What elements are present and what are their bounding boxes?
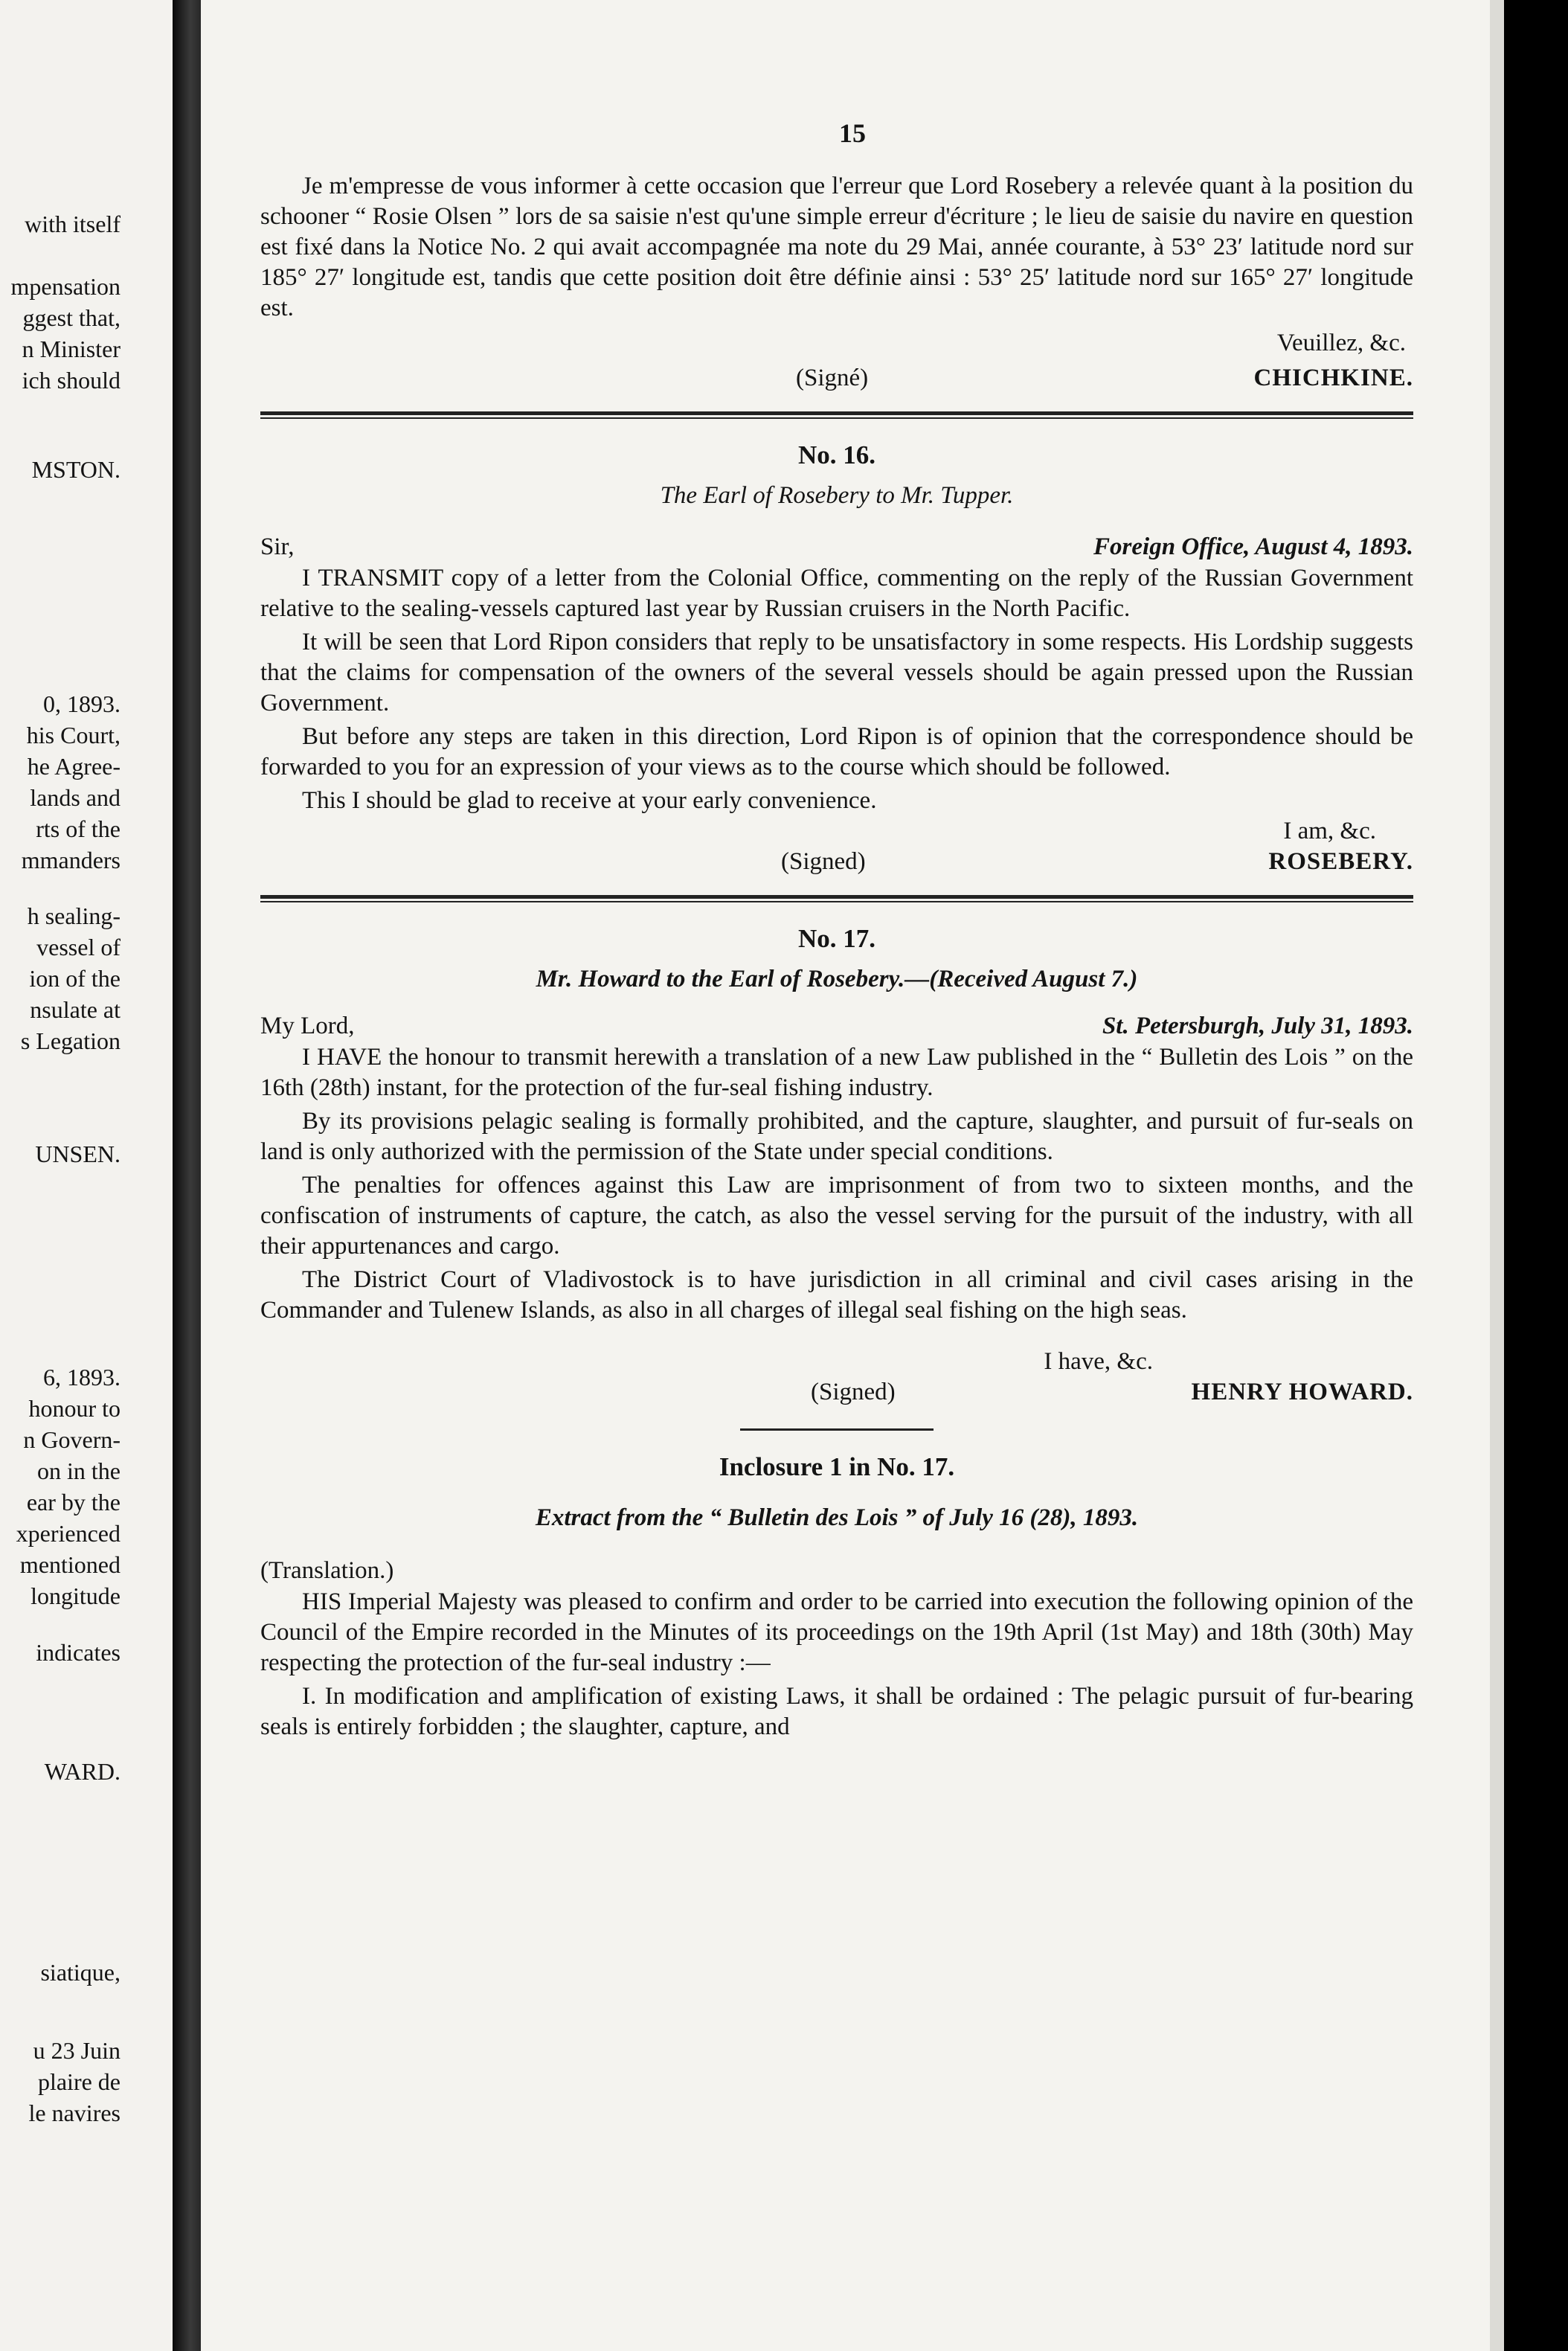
facing-page-fragment bbox=[0, 0, 173, 2351]
facing-page-line: on in the bbox=[37, 1457, 121, 1484]
inclosure-paragraph: I. In modification and amplification of existing Laws, it shall be ordained : The pelagic pursuit of fur-bearing seals is entirely forbidden ; the slaughter, capture, and bbox=[260, 1683, 1413, 1740]
inclosure-subheading: Extract from the “ Bulletin des Lois ” of July 16 (28), 1893. bbox=[535, 1504, 1139, 1531]
facing-page-line: ggest that, bbox=[22, 304, 121, 331]
no16-paragraph: I TRANSMIT copy of a letter from the Colonial Office, commenting on the reply of the Russian Government relative to the sealing-vessels captured last year by Russian cruisers in the North Pacific. bbox=[260, 565, 1413, 622]
no16-paragraph: This I should be glad to receive at your early convenience. bbox=[302, 787, 877, 814]
facing-page-line: mentioned bbox=[19, 1551, 121, 1578]
facing-page-line: ion of the bbox=[29, 965, 121, 992]
facing-page-line: vessel of bbox=[36, 934, 121, 960]
no17-paragraph: The penalties for offences against this Law are imprisonment of from two to sixteen months, and the confiscation of instruments of capture, the catch, as also the vessel serving for the pursuit of the industry, with all their appurtenances and cargo. bbox=[260, 1172, 1413, 1260]
facing-page-line: siatique, bbox=[40, 1959, 121, 1986]
section-divider bbox=[260, 895, 1413, 902]
facing-page-line: UNSEN. bbox=[35, 1141, 121, 1167]
no16-signed-label: (Signed) bbox=[781, 848, 866, 875]
facing-page-line: WARD. bbox=[44, 1758, 121, 1785]
no17-paragraph: The District Court of Vladivostock is to have jurisdiction in all criminal and civil cases arising in the Commander and Tulenew Islands, as also in all charges of illegal seal fishing on the high seas. bbox=[260, 1266, 1413, 1324]
no16-heading: No. 16. bbox=[797, 440, 876, 469]
facing-page-line: ich should bbox=[22, 367, 121, 394]
no16-place-date: Foreign Office, August 4, 1893. bbox=[1093, 533, 1413, 560]
facing-page-line: 6, 1893. bbox=[43, 1364, 121, 1391]
no16-subheading: The Earl of Rosebery to Mr. Tupper. bbox=[660, 482, 1014, 509]
no16-paragraph: But before any steps are taken in this direction, Lord Ripon is of opinion that the correspondence should be forwarded to you for an expression of your views as to the course which should be followed. bbox=[260, 723, 1413, 780]
no16-closing: I am, &c. bbox=[1283, 818, 1376, 844]
french-signed-label: (Signé) bbox=[796, 365, 869, 391]
facing-page-line: lands and bbox=[30, 784, 121, 811]
no17-salutation-row bbox=[260, 1010, 1413, 1042]
no17-paragraph: I HAVE the honour to transmit herewith a translation of a new Law published in the “ Bulletin des Lois ” on the 16th (28th) instant, for the protection of the fur-seal fishing industry. bbox=[260, 1044, 1413, 1101]
translation-note: (Translation.) bbox=[260, 1557, 394, 1584]
no17-signature-line bbox=[260, 1377, 1413, 1408]
facing-page-line: s Legation bbox=[20, 1027, 121, 1054]
facing-page-line: rts of the bbox=[36, 815, 121, 842]
no17-closing: I have, &c. bbox=[1044, 1348, 1153, 1375]
facing-page-line: indicates bbox=[36, 1639, 121, 1666]
no17-subheading: Mr. Howard to the Earl of Rosebery.—(Received August 7.) bbox=[536, 966, 1138, 992]
no17-signed-label: (Signed) bbox=[811, 1379, 896, 1405]
facing-page-line: n Minister bbox=[22, 336, 121, 362]
facing-page-line: xperienced bbox=[16, 1520, 121, 1547]
facing-page-line: longitude bbox=[30, 1582, 121, 1609]
french-signature-line bbox=[260, 363, 1413, 394]
inclosure-heading: Inclosure 1 in No. 17. bbox=[719, 1452, 955, 1481]
facing-page-line: plaire de bbox=[37, 2068, 121, 2095]
no17-place-date: St. Petersburgh, July 31, 1893. bbox=[1102, 1013, 1413, 1039]
no17-salutation: My Lord, bbox=[260, 1013, 355, 1039]
facing-page-line: ear by the bbox=[26, 1489, 121, 1516]
inclosure-divider bbox=[740, 1428, 934, 1431]
facing-page-line: he Agree- bbox=[27, 753, 121, 780]
facing-page-line: le navires bbox=[28, 2100, 121, 2126]
facing-page-line: mpensation bbox=[10, 273, 121, 300]
section-divider bbox=[260, 411, 1413, 419]
facing-page-line: n Govern- bbox=[23, 1426, 121, 1453]
page-number: 15 bbox=[839, 118, 866, 148]
no16-salutation: Sir, bbox=[260, 533, 295, 560]
facing-page-line: h sealing- bbox=[27, 902, 121, 929]
no16-paragraph: It will be seen that Lord Ripon considers that reply to be unsatisfactory in some respects. His Lordship suggests that the claims for compensation of the owners of the several vessels should be again pressed upon the Russian Government. bbox=[260, 629, 1413, 716]
facing-page-line: u 23 Juin bbox=[33, 2037, 121, 2064]
page-edge-shade bbox=[1490, 0, 1504, 2351]
page-body bbox=[260, 171, 1413, 1742]
facing-page-line: his Court, bbox=[26, 722, 121, 748]
no17-heading: No. 17. bbox=[797, 924, 876, 953]
facing-page-line: 0, 1893. bbox=[43, 690, 121, 717]
facing-page-line: mmanders bbox=[21, 847, 121, 873]
no17-paragraph: By its provisions pelagic sealing is formally prohibited, and the capture, slaughter, and pursuit of fur-seals on land is only authorized with the permission of the State under special conditions. bbox=[260, 1108, 1413, 1165]
document-page bbox=[201, 0, 1504, 2351]
french-letter-paragraph: Je m'empresse de vous informer à cette occasion que l'erreur que Lord Rosebery a relevée quant à la position du schooner “ Rosie Olsen ” lors de sa saisie n'est qu'une simple erreur d'écriture ; le lieu de saisie du navire en question est fixé dans la Notice No. 2 qui avait accompagnée ma note du 29 Mai, année courante, à 53° 23′ latitude nord sur 185° 27′ longitude est, tandis que cette position doit être définie ainsi : 53° 25′ latitude nord sur 165° 27′ longitude est. bbox=[260, 173, 1413, 321]
no16-signature-line bbox=[260, 847, 1413, 877]
french-closing: Veuillez, &c. bbox=[1276, 330, 1406, 356]
no16-signature: ROSEBERY. bbox=[1268, 848, 1413, 875]
facing-page-line: MSTON. bbox=[31, 456, 121, 483]
facing-page-line: with itself bbox=[25, 211, 121, 237]
french-signature: CHICHKINE. bbox=[1253, 365, 1413, 391]
no17-signature: HENRY HOWARD. bbox=[1191, 1379, 1413, 1405]
facing-page-line: honour to bbox=[28, 1395, 121, 1422]
inclosure-paragraph: HIS Imperial Majesty was pleased to confirm and order to be carried into execution the following opinion of the Council of the Empire recorded in the Minutes of its proceedings on the 19th April (1st May) and 18th (30th) May respecting the protection of the fur-seal industry :— bbox=[260, 1588, 1413, 1676]
no16-salutation-row bbox=[260, 530, 1413, 563]
facing-page-line: nsulate at bbox=[30, 996, 121, 1023]
